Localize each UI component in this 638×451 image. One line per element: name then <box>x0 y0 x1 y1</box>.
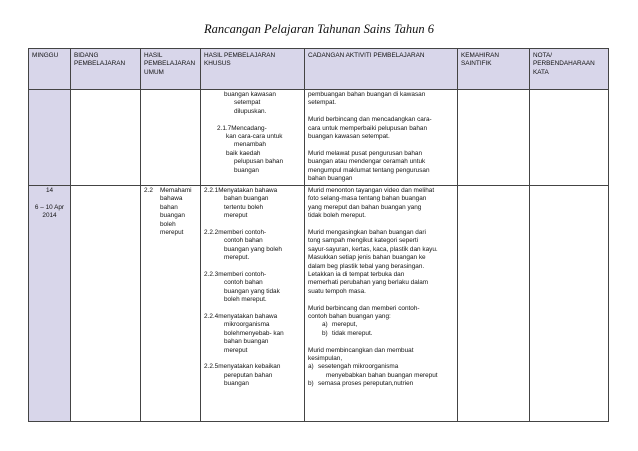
header-kemahiran: KEMAHIRAN SAINTIFIK <box>458 49 530 90</box>
khusus-line: buangan kawasan <box>224 91 276 98</box>
khusus-line: 2.1.7Mencadang- <box>217 124 267 132</box>
week-year: 2014 <box>42 212 57 220</box>
umum-line: Memahami <box>160 187 192 194</box>
cadangan-list-item <box>308 363 454 371</box>
cadangan-line: yang mereput dan bahan buangan yang <box>308 203 422 211</box>
row1-khusus-cell <box>201 90 305 186</box>
cadangan-line: contoh bahan buangan yang: <box>308 313 391 321</box>
cadangan-gap <box>308 108 454 116</box>
header-minggu: MINGGU <box>29 49 71 90</box>
khusus-line: mereput <box>224 212 248 220</box>
cadangan-line: foto selang-masa tentang bahan buangan <box>308 195 427 203</box>
khusus-line: mereput. <box>224 254 250 262</box>
khusus-line: 2.2.4menyatakan bahawa <box>204 313 278 321</box>
khusus-line: boleh mereput. <box>224 296 267 304</box>
cadangan-line: buangan atau mendengar ceramah untuk <box>308 158 426 166</box>
list-text: tidak mereput. <box>332 329 373 337</box>
umum-number: 2.2 <box>144 187 153 194</box>
list-marker: b) <box>322 329 328 337</box>
khusus-line: 2.2.3memberi contoh- <box>204 271 267 279</box>
cadangan-line: mengumpul maklumat tentang pengurusan <box>308 166 430 174</box>
row2-cadangan-cell <box>305 186 458 422</box>
cadangan-line: memerhati perubahan yang berlaku dalam <box>308 279 429 287</box>
umum-block <box>144 187 197 237</box>
khusus-line: 2.2.2memberi contoh- <box>204 229 267 237</box>
table-row <box>29 186 609 422</box>
cadangan-line: kesimpulan, <box>308 355 343 363</box>
khusus-line: setempat <box>234 99 261 107</box>
umum-line: boleh <box>160 220 176 228</box>
row1-minggu-cell <box>29 90 71 186</box>
header-nota: NOTA/ PERBENDAHARAAN KATA <box>530 49 609 90</box>
umum-line: bahawa <box>160 195 183 203</box>
cadangan-line: Murid berbincang dan mencadangkan cara- <box>308 116 432 124</box>
cadangan-line: Masukkan setiap jenis bahan buangan ke <box>308 254 426 262</box>
week-number: 14 <box>45 187 54 194</box>
row1-cadangan-cell <box>305 90 458 186</box>
khusus-gap <box>204 263 301 271</box>
list-marker: a) <box>322 321 328 329</box>
khusus-line: tertentu boleh <box>224 203 264 211</box>
khusus-line: 2.2.5menyatakan kebaikan <box>204 363 281 371</box>
khusus-line: baik kaedah <box>226 149 261 157</box>
row1-nota-cell <box>530 90 609 186</box>
khusus-gap <box>204 305 301 313</box>
cadangan-line: Murid membincangkan dan membuat <box>308 346 414 354</box>
cadangan-line: sayur-sayuran, kertas, kaca, plastik dan kayu. <box>308 245 438 253</box>
cadangan-line: cara untuk memperbaiki pelupusan bahan <box>308 124 428 132</box>
cadangan-line: Murid berbincang dan memberi contoh- <box>308 304 420 312</box>
umum-line: bahan <box>160 203 178 211</box>
cadangan-line: tong sampah mengikut kategori seperti <box>308 237 419 245</box>
header-hasil-khusus: HASIL PEMBELAJARAN KHUSUS <box>201 49 305 90</box>
row2-minggu-cell <box>29 186 71 422</box>
umum-line: mereput <box>160 229 184 237</box>
row2-nota-cell <box>530 186 609 422</box>
khusus-line: bahan buangan <box>224 338 269 346</box>
khusus-line: kan cara-cara untuk <box>226 133 283 141</box>
khusus-line: buangan yang boleh <box>224 245 282 253</box>
header-hasil-umum: HASIL PEMBELAJARAN UMUM <box>141 49 201 90</box>
khusus-line: bahan buangan <box>224 195 269 203</box>
khusus-line: pelupusan bahan <box>234 158 284 166</box>
khusus-line: contoh bahan <box>224 279 263 287</box>
list-text: mereput, <box>332 321 358 329</box>
cadangan-line: tidak boleh mereput. <box>308 212 366 220</box>
cadangan-line: pembuangan bahan buangan di kawasan <box>308 91 426 98</box>
cadangan-list-item <box>308 330 454 338</box>
khusus-gap <box>204 116 301 124</box>
lesson-plan-table <box>28 48 609 422</box>
header-bidang: BIDANG PEMBELAJARAN <box>71 49 141 90</box>
cadangan-gap <box>308 338 454 346</box>
cadangan-line: suatu tempoh masa. <box>308 287 366 295</box>
khusus-line: buangan <box>234 166 259 174</box>
cadangan-line: Murid melawat pusat pengurusan bahan <box>308 149 423 157</box>
list-text: semasa proses pereputan,nutrien <box>318 380 414 388</box>
khusus-line: mikroorganisma <box>224 321 270 329</box>
umum-text <box>160 187 192 237</box>
khusus-line: contoh bahan <box>224 237 263 245</box>
cadangan-line: Murid menonton tayangan video dan melihat <box>308 187 435 194</box>
cadangan-gap <box>308 296 454 304</box>
page-title: Rancangan Pelajaran Tahunan Sains Tahun 6 <box>204 22 434 36</box>
cadangan-gap <box>308 221 454 229</box>
cadangan-line: Murid mengasingkan bahan buangan dari <box>308 229 426 237</box>
cadangan-list-item <box>308 321 454 329</box>
cadangan-line: Letakkan ia di tempat terbuka dan <box>308 271 405 279</box>
row2-kemahiran-cell <box>458 186 530 422</box>
row2-bidang-cell <box>71 186 141 422</box>
list-marker: a) <box>308 363 314 371</box>
khusus-line: buangan yang tidak <box>224 287 280 295</box>
week-dates: 6 – 10 Apr <box>34 203 65 211</box>
khusus-line: 2.2.1Menyatakan bahawa <box>204 187 278 194</box>
header-cadangan: CADANGAN AKTIVITI PEMBELAJARAN <box>305 49 458 90</box>
cadangan-list-item <box>308 380 454 388</box>
khusus-line: pereputan bahan <box>224 371 273 379</box>
khusus-gap <box>204 355 301 363</box>
row1-bidang-cell <box>71 90 141 186</box>
table-header-row <box>29 49 609 90</box>
row1-umum-cell <box>141 90 201 186</box>
cadangan-line: bahan buangan <box>308 175 353 183</box>
cadangan-line: setempat. <box>308 99 337 107</box>
khusus-line: bolehmenyebab- kan <box>224 329 284 337</box>
row1-kemahiran-cell <box>458 90 530 186</box>
cadangan-line: menyebabkan bahan buangan mereput <box>326 371 438 379</box>
khusus-line: dilupuskan. <box>234 107 267 115</box>
khusus-line: mereput <box>224 346 248 354</box>
cadangan-line: dalam beg plastik tebal yang berasingan. <box>308 262 425 270</box>
cadangan-line: buangan kawasan setempat. <box>308 133 390 141</box>
row2-khusus-cell <box>201 186 305 422</box>
list-text: sesetengah mikroorganisma <box>318 363 399 371</box>
khusus-line: menambah <box>234 141 266 149</box>
khusus-gap <box>204 221 301 229</box>
khusus-line: buangan <box>224 380 249 388</box>
cadangan-gap <box>308 141 454 149</box>
list-marker: b) <box>308 380 314 388</box>
row2-umum-cell <box>141 186 201 422</box>
table-row <box>29 90 609 186</box>
week-gap <box>32 195 67 203</box>
umum-line: buangan <box>160 212 185 220</box>
